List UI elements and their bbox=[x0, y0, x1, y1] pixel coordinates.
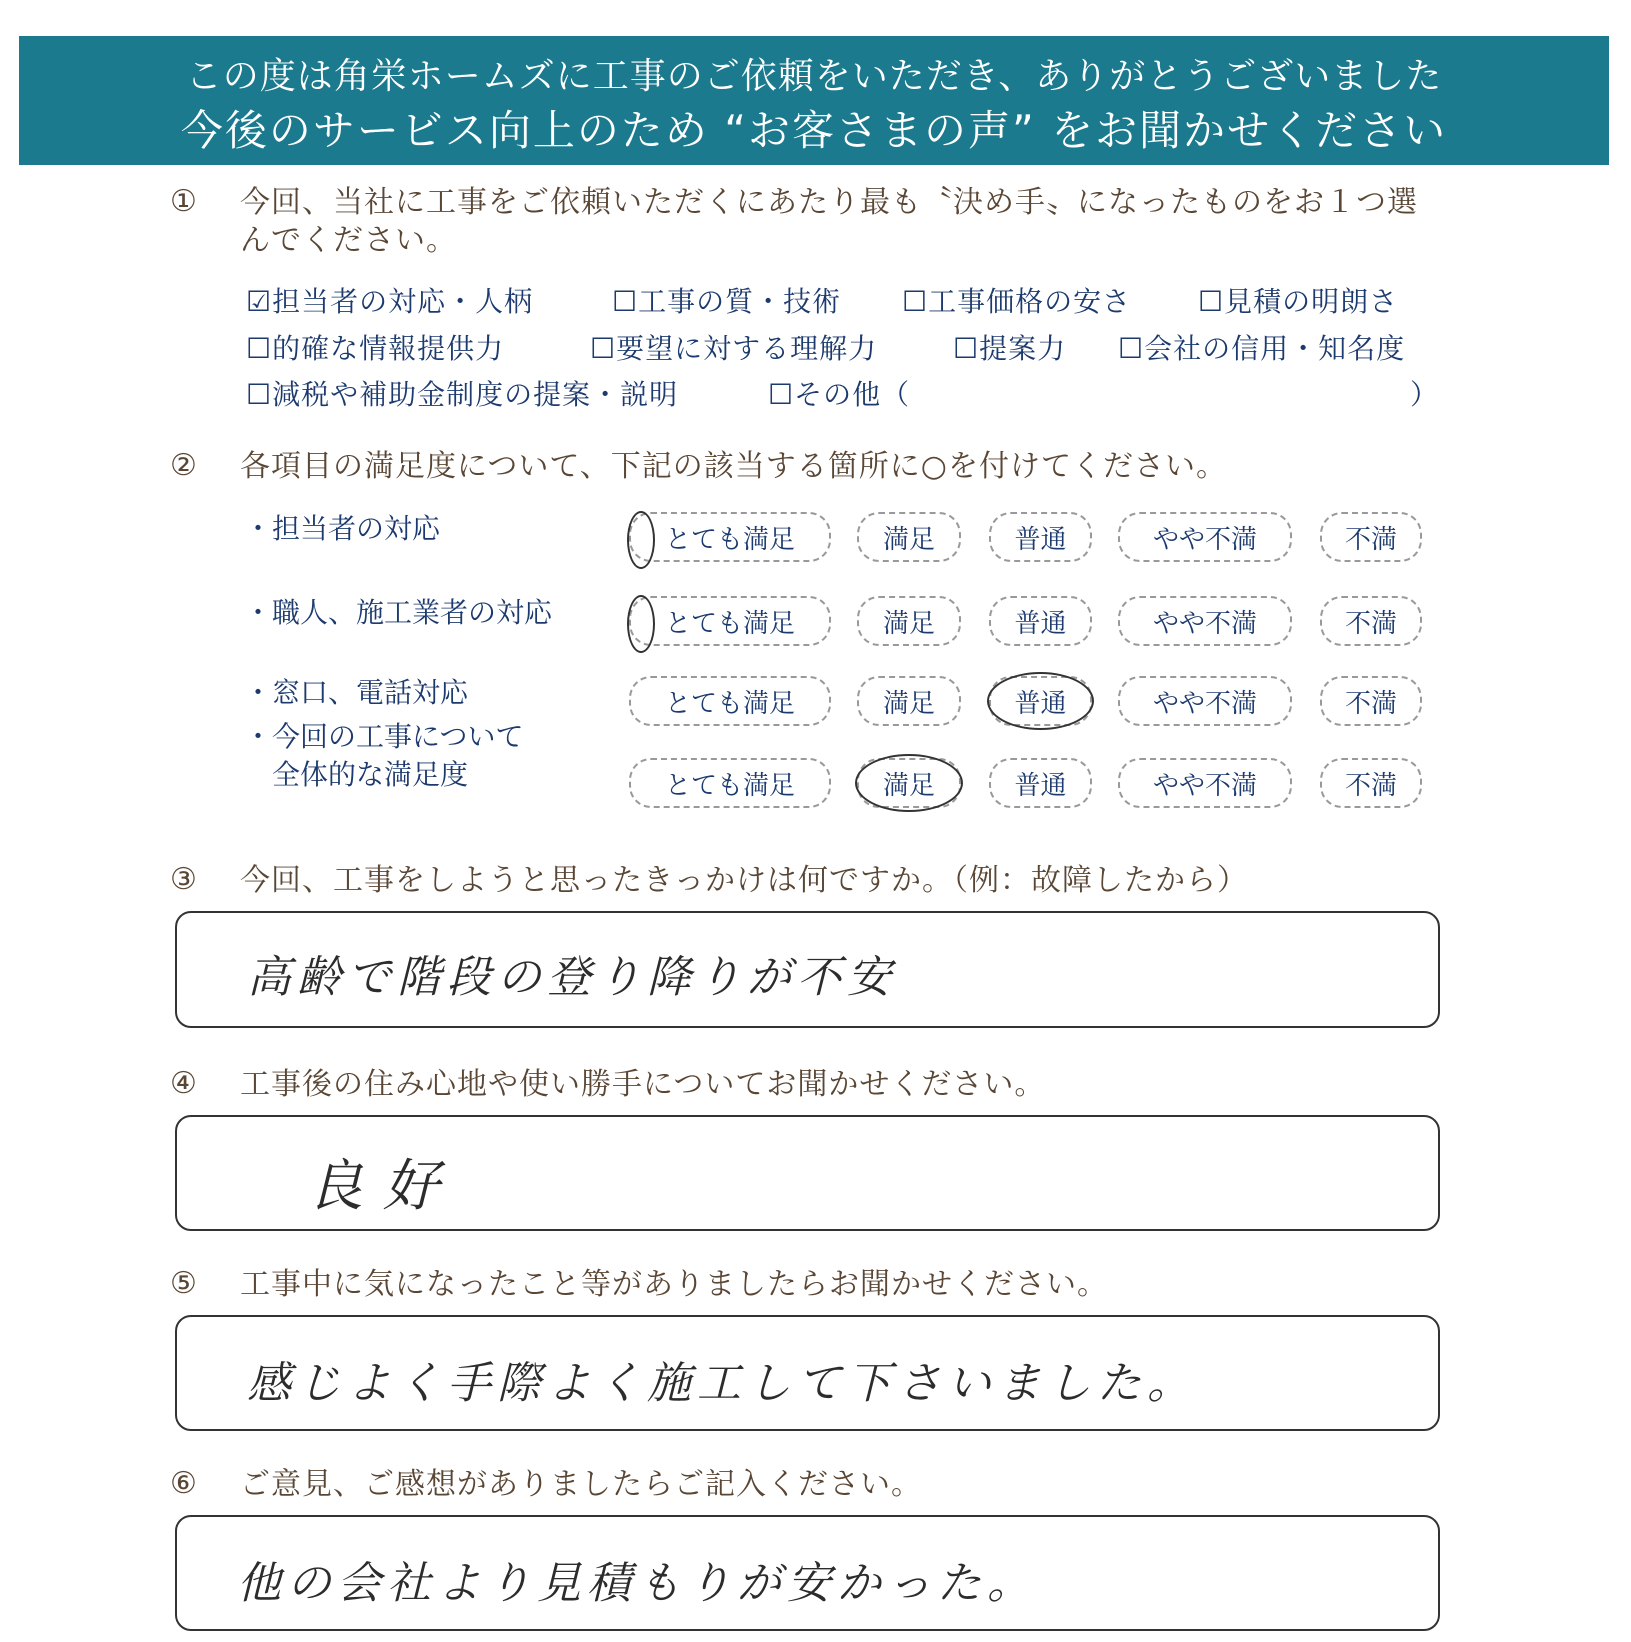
q1-number: ① bbox=[170, 184, 197, 219]
rating-option[interactable]: 不満 bbox=[1320, 512, 1422, 562]
q5-answer: 感じよく手際よく施工して下さいました。 bbox=[247, 1358, 1197, 1409]
checkbox-icon[interactable]: ☐ bbox=[953, 332, 980, 365]
rating-option-selected[interactable]: 普通 bbox=[989, 676, 1092, 726]
checkbox-icon[interactable]: ☐ bbox=[246, 378, 273, 411]
q1-option-label: 的確な情報提供力 bbox=[272, 332, 505, 365]
banner-line-1: この度は角栄ホームズに工事のご依頼をいただき、ありがとうございました bbox=[185, 56, 1443, 97]
rating-option-selected[interactable]: 満足 bbox=[857, 758, 961, 808]
q6-answer-box[interactable] bbox=[175, 1515, 1440, 1631]
banner-line-2: 今後のサービス向上のため “お客さまの声” をお聞かせください bbox=[180, 106, 1448, 155]
rating-option[interactable]: 普通 bbox=[989, 758, 1092, 808]
q6-answer: 他の会社より見積もりが安かった。 bbox=[237, 1558, 1037, 1609]
checkbox-icon[interactable]: ☐ bbox=[902, 285, 929, 318]
rating-option[interactable]: やや不満 bbox=[1118, 596, 1292, 646]
q1-option-label: その他（ bbox=[794, 378, 911, 411]
q3-answer-box[interactable] bbox=[175, 911, 1440, 1028]
q5-text: 工事中に気になったこと等がありましたらお聞かせください。 bbox=[240, 1267, 1108, 1302]
rating-option[interactable]: とても満足 bbox=[629, 676, 831, 726]
q6-text: ご意見、ご感想がありましたらご記入ください。 bbox=[240, 1467, 922, 1502]
q5-number: ⑤ bbox=[170, 1266, 197, 1301]
q1-option-label: 提案力 bbox=[979, 332, 1067, 365]
q5-answer-box[interactable] bbox=[175, 1315, 1440, 1431]
q1-option-label: 減税や補助金制度の提案・説明 bbox=[272, 378, 679, 411]
rating-option[interactable]: 不満 bbox=[1320, 758, 1422, 808]
q1-option-label: 担当者の対応・人柄 bbox=[272, 285, 534, 318]
q1-option[interactable] bbox=[953, 327, 1066, 367]
rating-option[interactable]: 満足 bbox=[857, 596, 961, 646]
checkbox-checked-icon[interactable]: ☑ bbox=[246, 285, 273, 318]
q1-option[interactable] bbox=[246, 373, 678, 413]
rating-option[interactable]: 普通 bbox=[989, 512, 1092, 562]
q1-option-label: 工事価格の安さ bbox=[928, 285, 1132, 318]
checkbox-icon[interactable]: ☐ bbox=[590, 332, 617, 365]
q1-option[interactable] bbox=[1198, 280, 1398, 320]
q2-number: ② bbox=[170, 448, 197, 483]
rating-option-selected[interactable]: とても満足 bbox=[629, 512, 831, 562]
q1-option-label: 要望に対する理解力 bbox=[616, 332, 878, 365]
rating-option[interactable]: 不満 bbox=[1320, 596, 1422, 646]
rating-option[interactable]: 普通 bbox=[989, 596, 1092, 646]
rating-option[interactable]: 満足 bbox=[857, 512, 961, 562]
rating-option[interactable]: とても満足 bbox=[629, 758, 831, 808]
other-close-paren: ） bbox=[1410, 378, 1440, 411]
q4-text: 工事後の住み心地や使い勝手についてお聞かせください。 bbox=[240, 1067, 1046, 1102]
rating-option-selected[interactable]: とても満足 bbox=[629, 596, 831, 646]
checkbox-icon[interactable]: ☐ bbox=[1118, 332, 1145, 365]
q3-text: 今回、工事をしようと思ったきっかけは何ですか。（例：故障したから） bbox=[240, 863, 1248, 898]
rating-row-label: ・窓口、電話対応 bbox=[244, 676, 469, 709]
q1-option[interactable] bbox=[768, 373, 910, 413]
q4-answer-box[interactable] bbox=[175, 1115, 1440, 1231]
q3-number: ③ bbox=[170, 862, 197, 897]
checkbox-icon[interactable]: ☐ bbox=[612, 285, 639, 318]
q1-option[interactable] bbox=[902, 280, 1131, 320]
q1-option-label: 見積の明朗さ bbox=[1224, 285, 1399, 318]
rating-row-label: ・職人、施工業者の対応 bbox=[244, 596, 553, 629]
q1-option[interactable] bbox=[1118, 327, 1405, 367]
rating-row-label: ・今回の工事について 全体的な満足度 bbox=[244, 720, 524, 791]
q4-number: ④ bbox=[170, 1066, 197, 1101]
q1-option-label: 会社の信用・知名度 bbox=[1144, 332, 1406, 365]
rating-option[interactable]: 不満 bbox=[1320, 676, 1422, 726]
q1-text: 今回、当社に工事をご依頼いただくにあたり最も〝決め手〟になったものをお１つ選んでください。 bbox=[240, 185, 1418, 258]
header-banner bbox=[19, 36, 1609, 165]
rating-row-label: ・担当者の対応 bbox=[244, 512, 441, 545]
q2-text: 各項目の満足度について、下記の該当する箇所に○を付けてください。 bbox=[240, 449, 1227, 484]
q1-option[interactable] bbox=[246, 327, 504, 367]
q4-answer: 良好 bbox=[307, 1154, 459, 1219]
q1-option[interactable] bbox=[612, 280, 841, 320]
checkbox-icon[interactable]: ☐ bbox=[1198, 285, 1225, 318]
q1-option-label: 工事の質・技術 bbox=[638, 285, 842, 318]
rating-option[interactable]: やや不満 bbox=[1118, 512, 1292, 562]
checkbox-icon[interactable]: ☐ bbox=[768, 378, 795, 411]
q1-option[interactable] bbox=[590, 327, 877, 367]
rating-option[interactable]: やや不満 bbox=[1118, 676, 1292, 726]
q6-number: ⑥ bbox=[170, 1466, 197, 1501]
rating-option[interactable]: 満足 bbox=[857, 676, 961, 726]
q1-option[interactable] bbox=[246, 280, 533, 320]
q3-answer: 高齢で階段の登り降りが不安 bbox=[247, 952, 897, 1003]
rating-option[interactable]: やや不満 bbox=[1118, 758, 1292, 808]
checkbox-icon[interactable]: ☐ bbox=[246, 332, 273, 365]
